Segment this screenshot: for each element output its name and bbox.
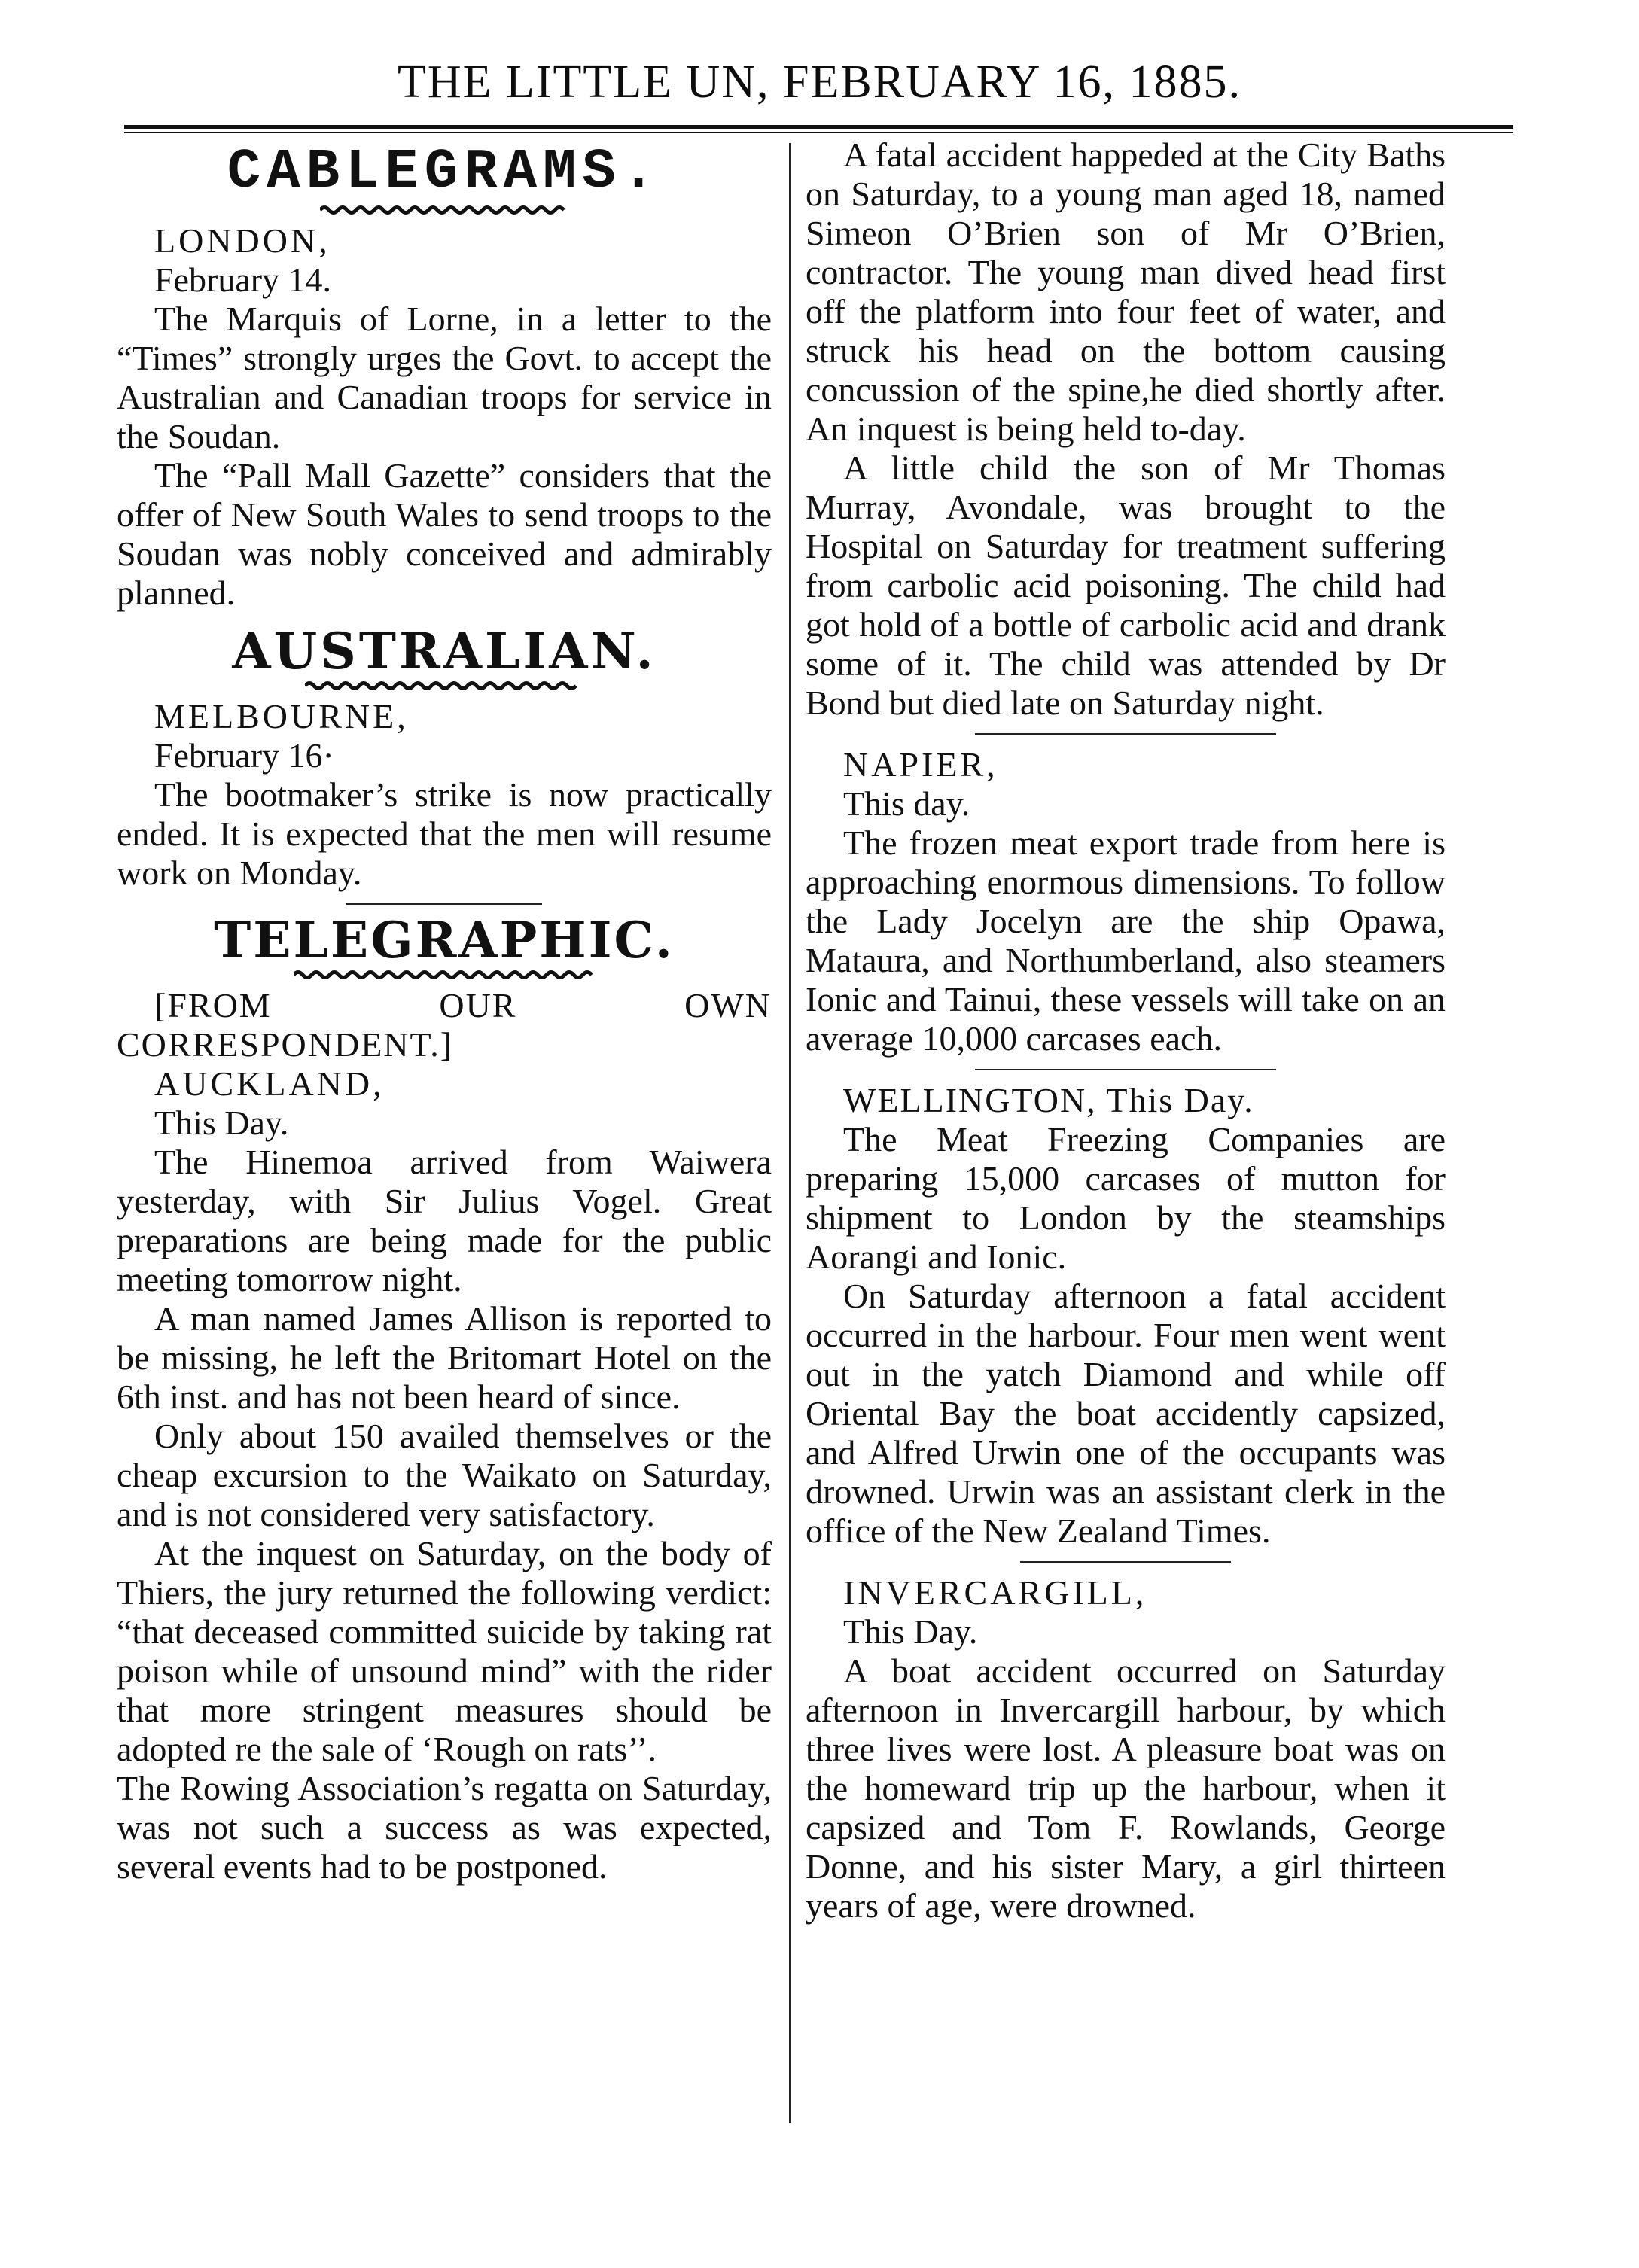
dateline-date: February 14. xyxy=(154,260,332,299)
dateline-place: MELBOURNE, xyxy=(154,697,409,735)
dateline-date: This Day. xyxy=(154,1104,289,1142)
news-paragraph: The Marquis of Lorne, in a letter to the “Times” strongly urges the Govt. to accept the Australian and Canadian troops for service in the Soudan. xyxy=(117,300,772,455)
correspondent-byline: [FROM OUR OWN CORRESPONDENT.] xyxy=(117,986,772,1064)
news-paragraph: A fatal accident happeded at the City Baths on Saturday, to a young man aged 18, named Simeon O’Brien son of Mr O’Brien, contractor. The young man dived head first off the platform into four feet of water, and struck his head on the bottom causing concussion of the spine,he died shortly after. An inquest is being held to-day. xyxy=(806,135,1446,448)
cablegrams-section xyxy=(117,141,772,613)
napier-section xyxy=(806,745,1446,1058)
left-column xyxy=(117,135,772,1886)
wellington-section xyxy=(806,1081,1446,1551)
auckland-continued xyxy=(806,135,1446,723)
telegraphic-heading: TELEGRAPHIC. xyxy=(214,911,675,970)
news-paragraph: The Rowing Association’s regatta on Saturday, was not such a success as was expected, several events had to be postponed. xyxy=(117,1769,772,1886)
news-paragraph: The “Pall Mall Gazette” considers that the offer of New South Wales to send troops to the Soudan was nobly conceived and admirably planned. xyxy=(117,456,772,612)
news-paragraph: The frozen meat export trade from here is approaching enormous dimensions. To follow the Lady Jocelyn are the ship Opawa, Mataura, and Northumberland, also steamers Ionic and Tainui, these vessels will take on an average 10,000 carcases each. xyxy=(806,823,1446,1058)
news-paragraph: On Saturday afternoon a fatal accident occurred in the harbour. Four men went went out in the yatch Diamond and while off Oriental Bay the boat accidently capsized, and Alfred Urwin one of the occupants was drowned. Urwin was an assistant clerk in the office of the New Zealand Times. xyxy=(806,1277,1446,1550)
dateline-date: This day. xyxy=(843,784,970,823)
invercargill-section xyxy=(806,1573,1446,1926)
section-divider xyxy=(346,903,542,905)
section-divider xyxy=(1020,1561,1231,1563)
dateline-place: WELLINGTON, This Day. xyxy=(843,1081,1254,1119)
ornament-icon xyxy=(294,970,595,980)
masthead-rule-thin xyxy=(124,132,1513,133)
dateline-place: INVERCARGILL, xyxy=(843,1573,1147,1612)
right-column xyxy=(806,135,1446,1926)
news-paragraph: A boat accident occurred on Saturday afternoon in Invercargill harbour, by which three lives were lost. A pleasure boat was on the homeward trip up the harbour, when it capsized and Tom F. Rowlands, George Donne, and his sister Mary, a girl thirteen years of age, were drowned. xyxy=(806,1652,1446,1925)
ornament-icon xyxy=(305,680,583,691)
dateline-date: February 16· xyxy=(154,736,334,775)
dateline-place: LONDON, xyxy=(154,221,331,260)
column-divider xyxy=(789,143,791,2123)
dateline-place: NAPIER, xyxy=(843,745,998,784)
section-divider xyxy=(975,1069,1276,1070)
dateline-place: AUCKLAND, xyxy=(154,1064,385,1103)
news-paragraph: A little child the son of Mr Thomas Murray, Avondale, was brought to the Hospital on Saturday for treatment suffering from carbolic acid poisoning. The child had got hold of a bottle of carbolic acid and drank some of it. The child was attended by Dr Bond but died late on Saturday night. xyxy=(806,449,1446,722)
masthead: THE LITTLE UN, FEBRUARY 16, 1885. xyxy=(397,56,1242,108)
australian-heading: AUSTRALIAN. xyxy=(232,622,657,680)
dateline-date: This Day. xyxy=(843,1612,978,1651)
news-paragraph: Only about 150 availed themselves or the cheap excursion to the Waikato on Saturday, and is not considered very satisfactory. xyxy=(117,1417,772,1533)
news-paragraph: A man named James Allison is reported to be missing, he left the Britomart Hotel on the 6th inst. and has not been heard of since. xyxy=(117,1299,772,1416)
news-paragraph: The bootmaker’s strike is now practically ended. It is expected that the men will resume work on Monday. xyxy=(117,775,772,892)
masthead-rule xyxy=(124,125,1513,129)
ornament-icon xyxy=(320,205,568,215)
section-divider xyxy=(975,733,1276,735)
news-paragraph: The Hinemoa arrived from Waiwera yesterday, with Sir Julius Vogel. Great preparations are being made for the public meeting tomorrow night. xyxy=(117,1143,772,1298)
cablegrams-heading: CABLEGRAMS. xyxy=(227,141,662,204)
news-paragraph: At the inquest on Saturday, on the body of Thiers, the jury returned the following verdict: “that deceased committed suicide by taking rat poison while of unsound mind” with the rider that more stringent measures should be adopted re the sale of ‘Rough on rats’’. xyxy=(117,1534,772,1768)
australian-section xyxy=(117,622,772,893)
news-paragraph: The Meat Freezing Companies are preparing 15,000 carcases of mutton for shipment to London by the steamships Aorangi and Ionic. xyxy=(806,1120,1446,1276)
telegraphic-section xyxy=(117,911,772,1886)
